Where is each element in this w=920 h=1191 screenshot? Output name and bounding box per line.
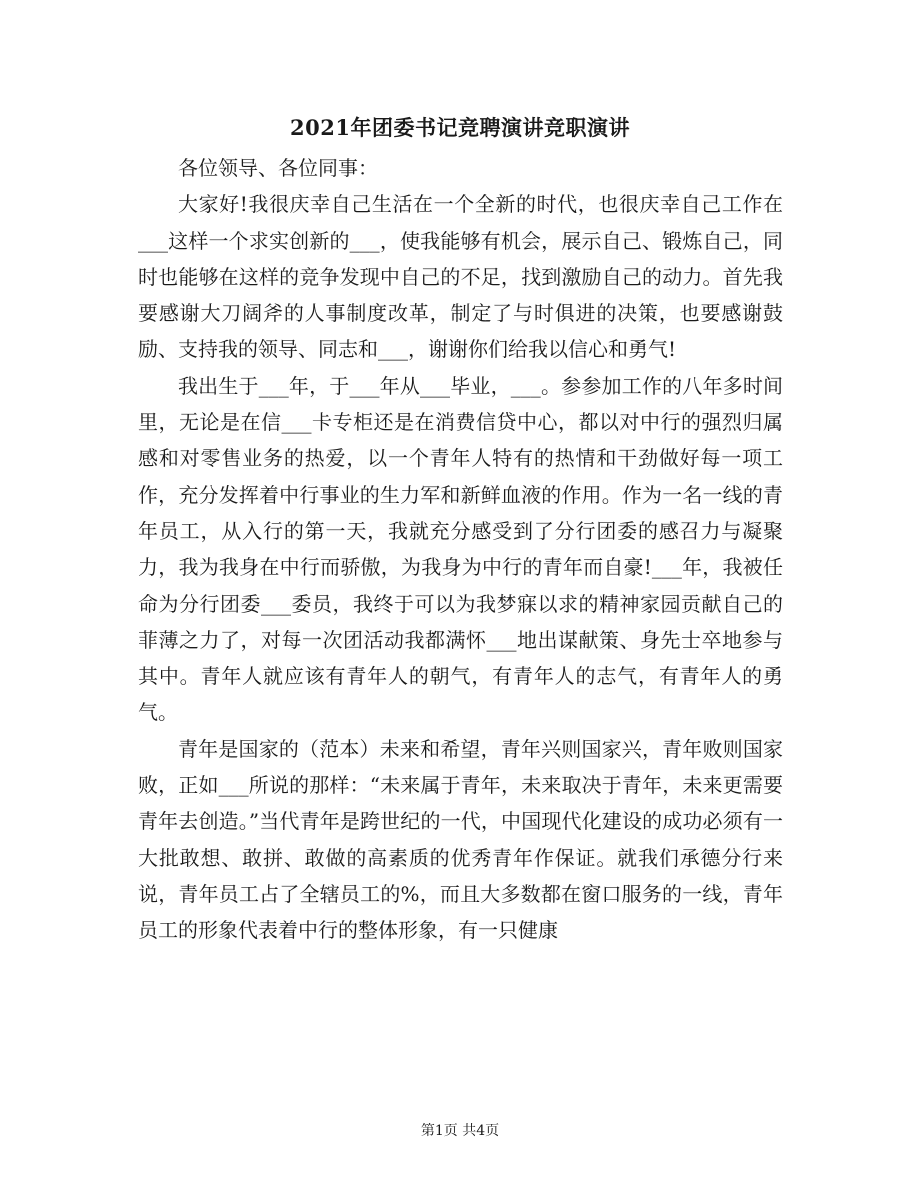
document-title: 2021年团委书记竞聘演讲竞职演讲 bbox=[290, 115, 630, 140]
page-number-footer: 第1页 共4页 bbox=[420, 1123, 500, 1139]
body-paragraph: 我出生于___年，于___年从___毕业，___。参参加工作的八年多时间里，无论是在信___卡专柜还是在消费信贷中心，都以对中行的强烈归属感和对零售业务的热爱，以一个青年人特有的热情和干劲做好每一项工作，充分发挥着中行事业的生力军和新鲜血液的作用。作为一名一线的青年员工，从入行的第一天，我就充分感受到了分行团委的感召力与凝聚力，我为我身在中行而骄傲，为我身为中行的青年而自豪!___年，我被任命为分行团委___委员，我终于可以为我梦寐以求的精神家园贡献自己的菲薄之力了，对每一次团活动我都满怀___地出谋献策、身先士卒地参与其中。青年人就应该有青年人的朝气，有青年人的志气，有青年人的勇气。 bbox=[138, 373, 783, 725]
body-paragraph: 大家好!我很庆幸自己生活在一个全新的时代，也很庆幸自己工作在___这样一个求实创新的___，使我能够有机会，展示自己、锻炼自己，同时也能够在这样的竞争发现中自己的不足，找到激励自己的动力。首先我要感谢大刀阔斧的人事制度改革，制定了与时俱进的决策，也要感谢鼓励、支持我的领导、同志和___，谢谢你们给我以信心和勇气! bbox=[138, 192, 783, 362]
body-paragraph: 青年是国家的（范本）未来和希望，青年兴则国家兴，青年败则国家败，正如___所说的那样：“未来属于青年，未来取决于青年，未来更需要青年去创造。”当代青年是跨世纪的一代，中国现代化建设的成功必须有一大批敢想、敢拼、敢做的高素质的优秀青年作保证。就我们承德分行来说，青年员工占了全辖员工的%，而且大多数都在窗口服务的一线，青年员工的形象代表着中行的整体形象，有一只健康 bbox=[138, 736, 783, 943]
salutation-paragraph: 各位领导、各位同事： bbox=[178, 156, 378, 180]
document-body bbox=[138, 150, 783, 949]
